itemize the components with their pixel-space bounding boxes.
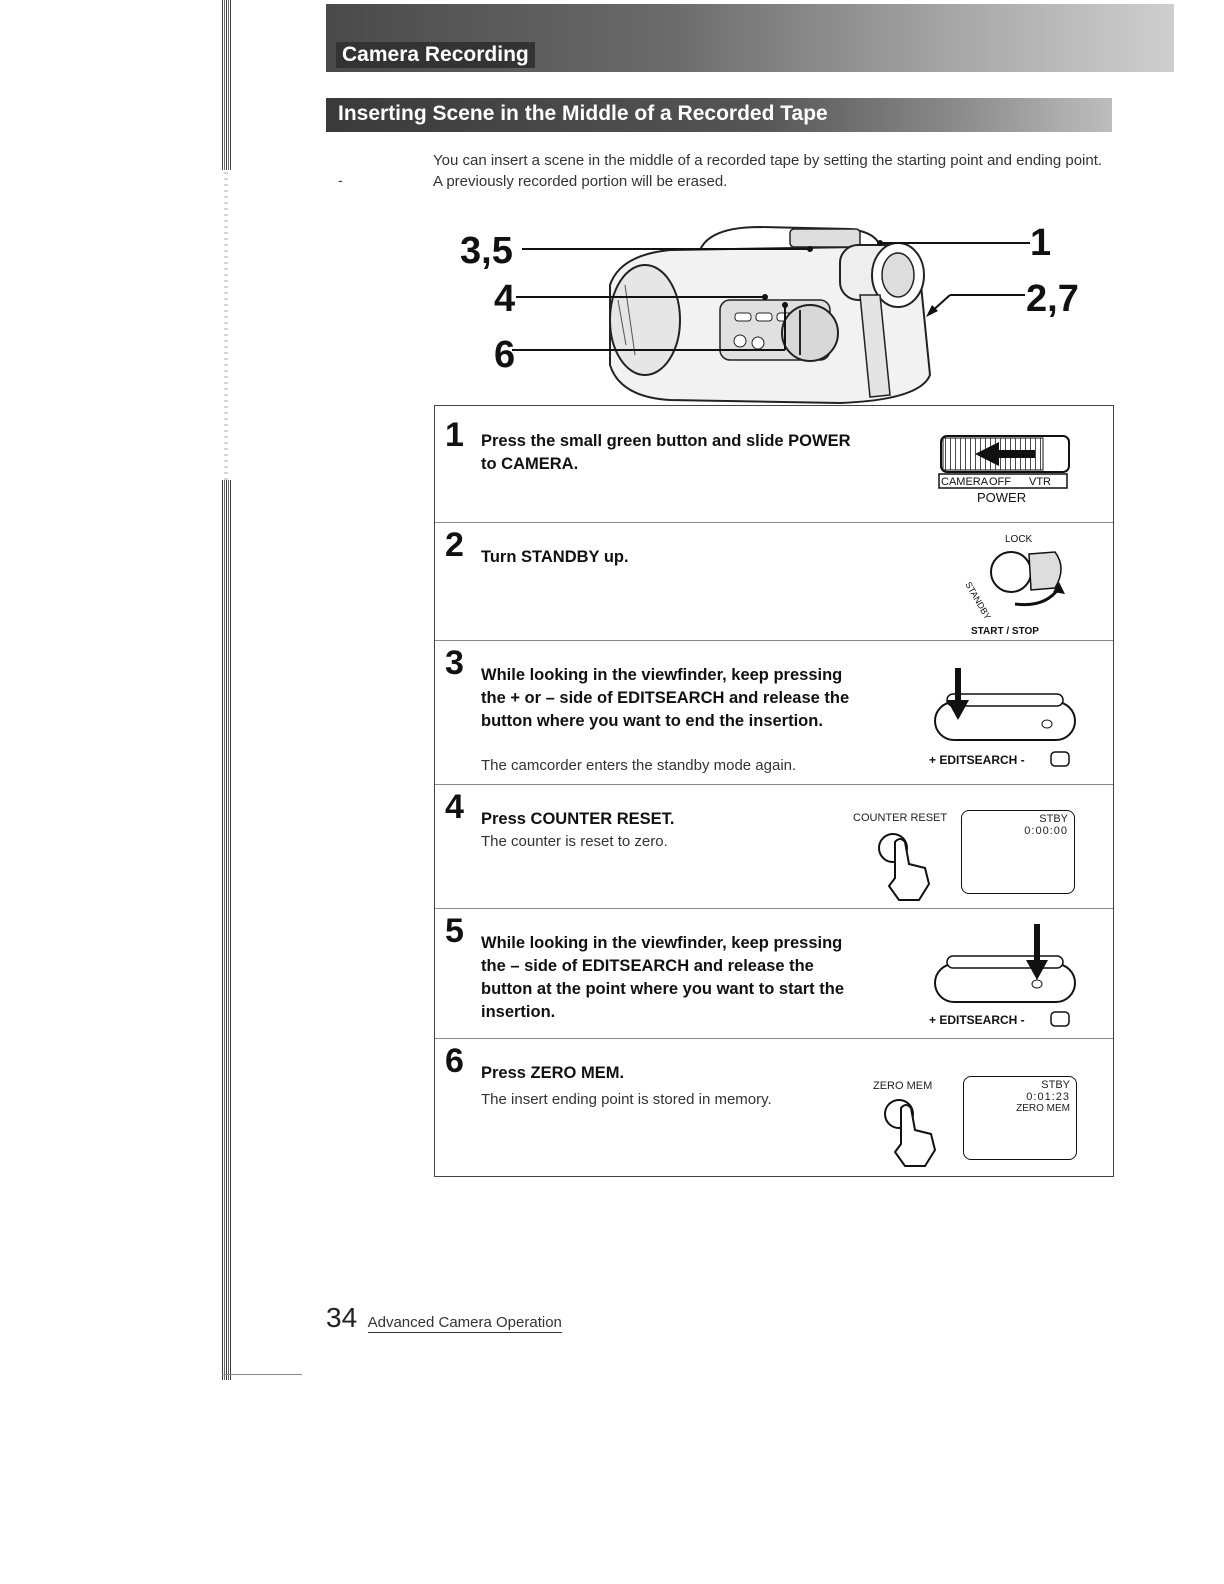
step-instruction: Press COUNTER RESET.: [481, 810, 675, 828]
counter-display: 0:00:00: [1024, 825, 1068, 837]
callout-label-6: 6: [494, 334, 516, 376]
stray-mark: -: [338, 172, 343, 188]
power-label-vtr: VTR: [1029, 476, 1051, 488]
step-number: 3: [445, 644, 464, 682]
section-header-bar: [326, 4, 1174, 72]
chapter-title: Advanced Camera Operation: [367, 1314, 562, 1331]
step-number: 4: [445, 788, 464, 826]
counter-reset-label: COUNTER RESET: [853, 812, 948, 824]
stby-indicator: STBY: [1041, 1079, 1070, 1091]
start-stop-label: START / STOP: [971, 626, 1039, 637]
step-instruction: While looking in the viewfinder, keep pressing the – side of EDITSEARCH and release the button at the point where you want to start the insertion.: [481, 934, 844, 1021]
counter-reset-button-figure: [869, 828, 939, 908]
zero-mem-button-figure: [875, 1094, 945, 1174]
viewfinder-display: [961, 810, 1075, 894]
step-instruction: Press ZERO MEM.: [481, 1064, 625, 1082]
power-label-off: OFF: [989, 476, 1011, 488]
lock-label: LOCK: [1005, 534, 1033, 545]
step-6: [435, 1038, 1113, 1176]
step-note: The insert ending point is stored in memory.: [481, 1091, 772, 1108]
step-instruction: Turn STANDBY up.: [481, 548, 629, 566]
step-number: 5: [445, 912, 464, 950]
step-3: [435, 640, 1113, 785]
power-label-camera: CAMERA: [941, 476, 989, 488]
intro-paragraph: You can insert a scene in the middle of a recorded tape by setting the starting point and ending point. A previously recorded portion will be erased.: [433, 152, 1103, 190]
binding-bottom-rule: [222, 1374, 302, 1375]
callout-label-1: 1: [1030, 222, 1052, 264]
stby-indicator: STBY: [1039, 813, 1068, 825]
step-number: 1: [445, 416, 464, 454]
editsearch-label: + EDITSEARCH -: [929, 753, 1025, 767]
callout-label-3-5: 3,5: [460, 230, 513, 272]
step-note: The counter is reset to zero.: [481, 833, 668, 850]
step-5: [435, 908, 1113, 1039]
step-instruction: While looking in the viewfinder, keep pressing the + or – side of EDITSEARCH and release the button where you want to end the insertion.: [481, 666, 850, 730]
zero-mem-indicator: ZERO MEM: [1016, 1103, 1070, 1114]
step-number: 6: [445, 1042, 464, 1080]
counter-display: 0:01:23: [1026, 1091, 1070, 1103]
editsearch-figure: [925, 662, 1085, 772]
step-number: 2: [445, 526, 464, 564]
standby-label: STANDBY: [963, 580, 993, 622]
page-title: Inserting Scene in the Middle of a Recorded Tape: [338, 102, 828, 125]
section-header: Camera Recording: [336, 42, 535, 68]
page-number: 34: [326, 1302, 358, 1333]
step-4: [435, 784, 1113, 909]
step-note: The camcorder enters the standby mode again.: [481, 757, 797, 774]
callout-label-2-7: 2,7: [1026, 278, 1079, 320]
step-2: [435, 522, 1113, 641]
page-footer: [326, 1302, 562, 1334]
power-switch-figure: [935, 430, 1075, 512]
standby-dial-figure: [955, 524, 1085, 638]
viewfinder-display: [963, 1076, 1077, 1160]
page-binding-edge: [222, 0, 232, 1380]
callout-label-4: 4: [494, 278, 516, 320]
zero-mem-label: ZERO MEM: [873, 1080, 933, 1092]
steps-table: [434, 405, 1114, 1177]
camcorder-illustration: [440, 215, 1120, 410]
step-1: [435, 406, 1113, 523]
power-label: POWER: [977, 490, 1027, 505]
step-instruction: Press the small green button and slide POWER to CAMERA.: [481, 432, 851, 473]
page-title-bar: [326, 98, 1112, 132]
editsearch-label: + EDITSEARCH -: [929, 1013, 1025, 1027]
editsearch-figure: [925, 922, 1085, 1030]
